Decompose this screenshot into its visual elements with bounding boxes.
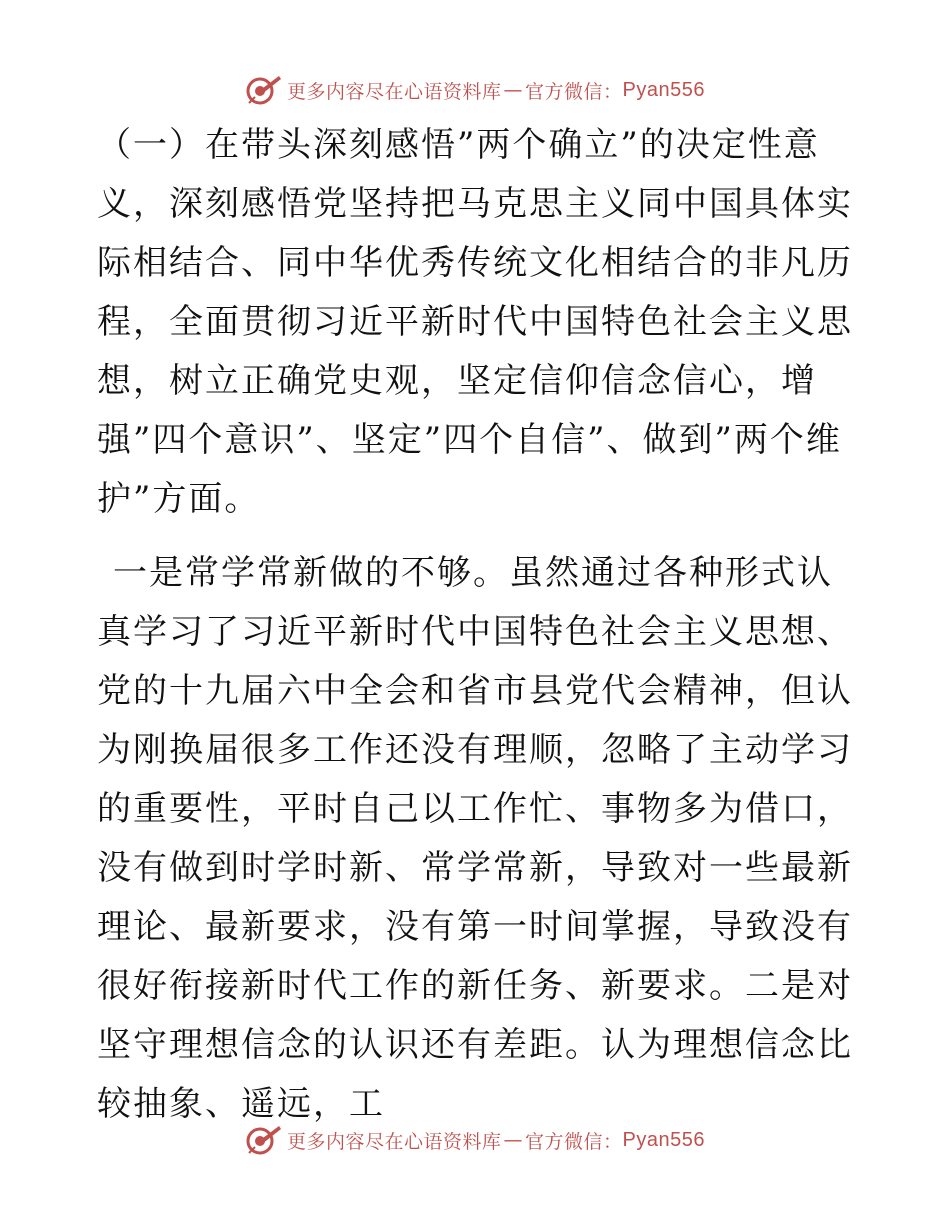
watermark-label: 官方微信： xyxy=(525,80,623,103)
document-body xyxy=(97,116,857,1134)
watermark-id: Pyan556 xyxy=(622,78,705,101)
body-paragraph: 一是常学常新做的不够。虽然通过各种形式认真学习了习近平新时代中国特色社会主义思想、党的十九届六中全会和省市县党代会精神，但认为刚换届很多工作还没有理顺，忽略了主动学习的重要性，平时自己以工作忙、事物多为借口，没有做到时学时新、常学常新，导致对一些最新理论、最新要求，没有第一时间掌握，导致没有很好衔接新时代工作的新任务、新要求。二是对坚守理想信念的认识还有差距。认为理想信念比较抽象、遥远，工 xyxy=(97,553,853,1124)
watermark-header xyxy=(0,70,950,110)
pen-logo-icon xyxy=(245,73,283,107)
watermark-text: 更多内容尽在心语资料库 xyxy=(287,80,502,103)
watermark-label: 官方微信： xyxy=(525,1130,623,1153)
watermark-footer xyxy=(0,1120,950,1160)
watermark-dash: — xyxy=(503,79,524,101)
pen-logo-icon xyxy=(245,1123,283,1157)
watermark-id: Pyan556 xyxy=(622,1128,705,1151)
watermark-text: 更多内容尽在心语资料库 xyxy=(287,1130,502,1153)
section-heading-paragraph: （一）在带头深刻感悟”两个确立”的决定性意义，深刻感悟党坚持把马克思主义同中国具体实际相结合、同中华优秀传统文化相结合的非凡历程，全面贯彻习近平新时代中国特色社会主义思想，树立正确党史观，坚定信仰信念信心，增强”四个意识”、坚定”四个自信”、做到”两个维护”方面。 xyxy=(97,125,853,519)
watermark-dash: — xyxy=(503,1129,524,1151)
